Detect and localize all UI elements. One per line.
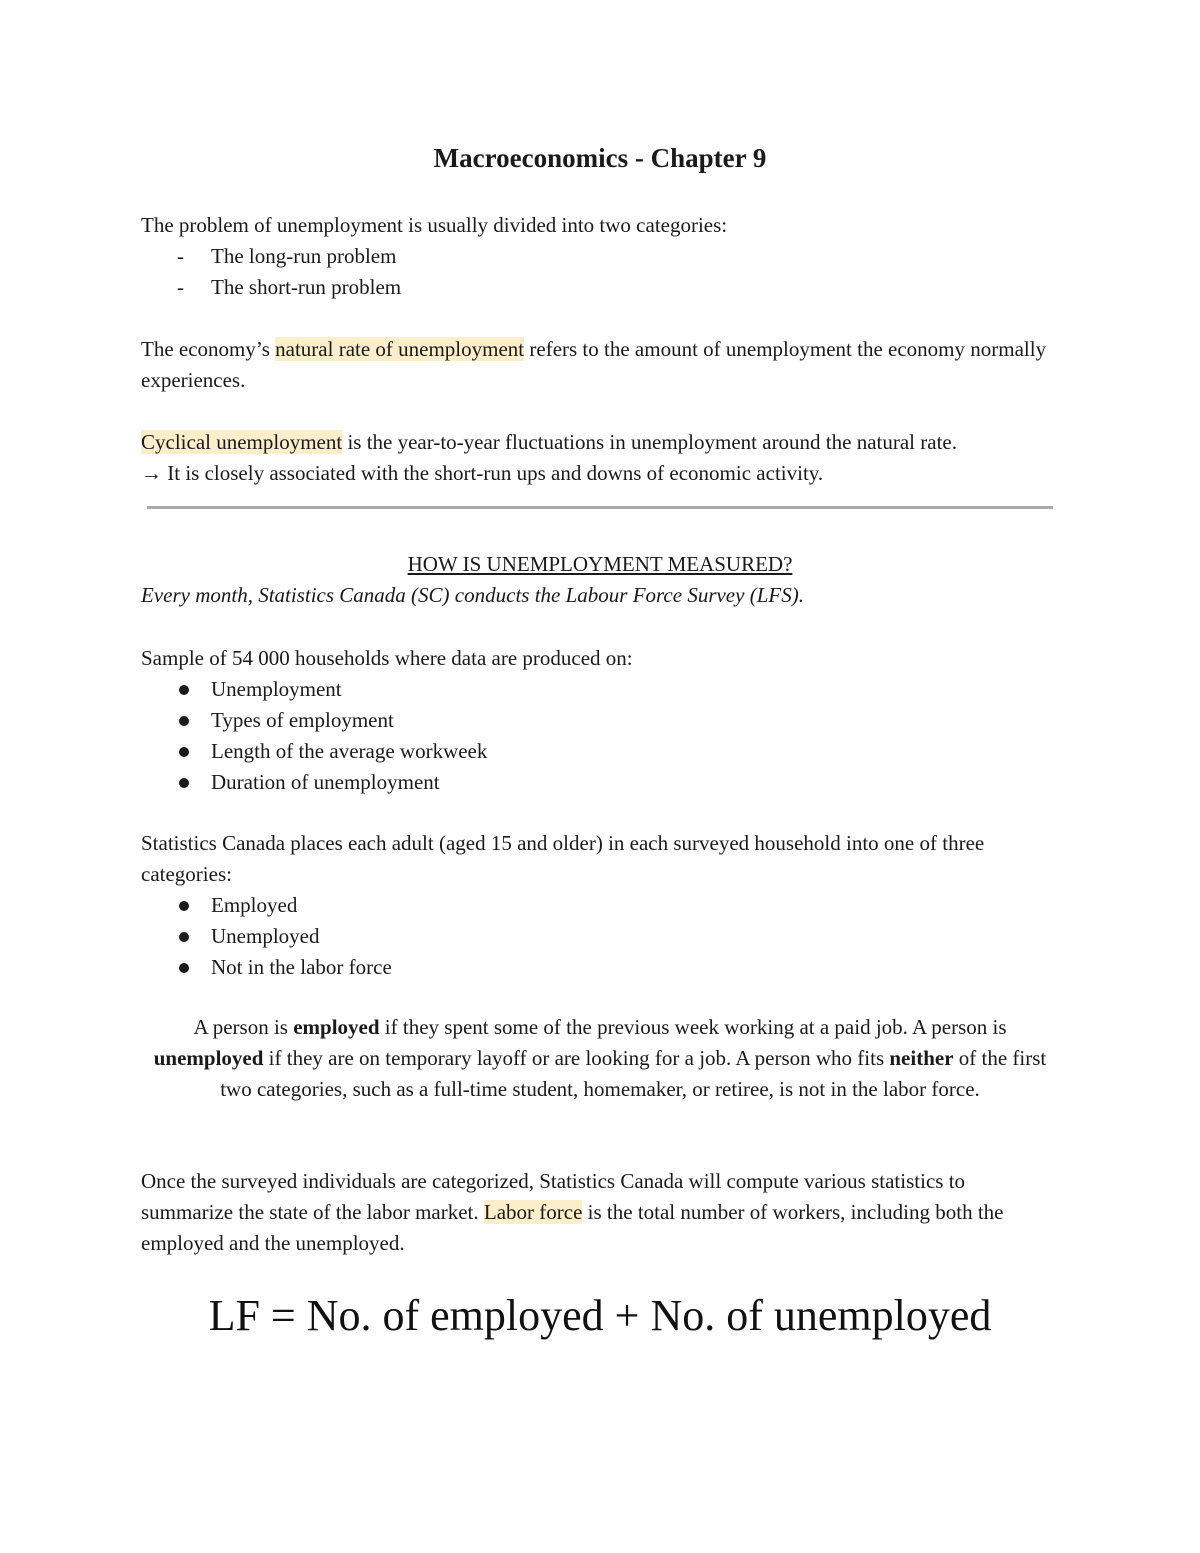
definition-employed: employed [293, 1015, 380, 1039]
list-item: Unemployment [141, 674, 1059, 705]
labor-force-highlight: Labor force [483, 1200, 583, 1224]
natural-rate-post: refers to the amount of unemployment the economy normally experiences. [141, 337, 1047, 392]
section-heading: HOW IS UNEMPLOYMENT MEASURED? [407, 552, 793, 576]
measured-section [141, 549, 1059, 611]
natural-rate-paragraph [141, 334, 1059, 396]
natural-rate-highlight: natural rate of unemployment [275, 337, 525, 361]
labor-force-post: is the total number of workers, including both the employed and the unemployed. [141, 1200, 1004, 1255]
sample-list [141, 674, 1059, 798]
page-title: Macroeconomics - Chapter 9 [433, 143, 767, 173]
list-item: Employed [141, 890, 1059, 921]
natural-rate-pre: The economy’s [141, 337, 276, 361]
labor-force-pre: Once the surveyed individuals are categorized, Statistics Canada will compute various statistics to summarize the state of the labor market. [141, 1169, 966, 1224]
horizontal-divider [147, 506, 1053, 509]
list-item: - The long-run problem [141, 241, 1059, 272]
list-item: - The short-run problem [141, 272, 1059, 303]
intro-list [141, 241, 1059, 303]
categories-text: Statistics Canada places each adult (aged 15 and older) in each surveyed household into one of three categories: [141, 831, 985, 886]
cyclical-line2: → It is closely associated with the short-run ups and downs of economic activity. [141, 461, 824, 485]
sample-section [141, 643, 1059, 798]
list-item: Unemployed [141, 921, 1059, 952]
definition-p1: A person is [193, 1015, 294, 1039]
list-item: Types of employment [141, 705, 1059, 736]
cyclical-paragraph [141, 427, 1059, 489]
categories-section [141, 828, 1059, 983]
labor-force-formula: LF = No. of employed + No. of unemployed [208, 1291, 992, 1340]
cyclical-post: is the year-to-year fluctuations in unemployment around the natural rate. [342, 430, 957, 454]
categories-list [141, 890, 1059, 983]
definition-unemployed: unemployed [153, 1046, 264, 1070]
list-item: Not in the labor force [141, 952, 1059, 983]
list-item: Duration of unemployment [141, 767, 1059, 798]
section-subtitle: Every month, Statistics Canada (SC) conducts the Labour Force Survey (LFS). [141, 583, 804, 607]
definition-p3: if they are on temporary layoff or are looking for a job. A person who fits [263, 1046, 890, 1070]
definition-neither: neither [889, 1046, 954, 1070]
list-item: Length of the average workweek [141, 736, 1059, 767]
intro-section [141, 210, 1059, 303]
labor-force-paragraph [141, 1166, 1059, 1259]
definition-p4: of the first two categories, such as a full-time student, homemaker, or retiree, is not in the labor force. [220, 1046, 1047, 1101]
definition-p2: if they spent some of the previous week working at a paid job. A person is [379, 1015, 1007, 1039]
definition-paragraph [141, 1012, 1059, 1105]
cyclical-highlight: Cyclical unemployment [141, 430, 343, 454]
sample-text: Sample of 54 000 households where data are produced on: [141, 646, 633, 670]
intro-text: The problem of unemployment is usually divided into two categories: [141, 213, 728, 237]
